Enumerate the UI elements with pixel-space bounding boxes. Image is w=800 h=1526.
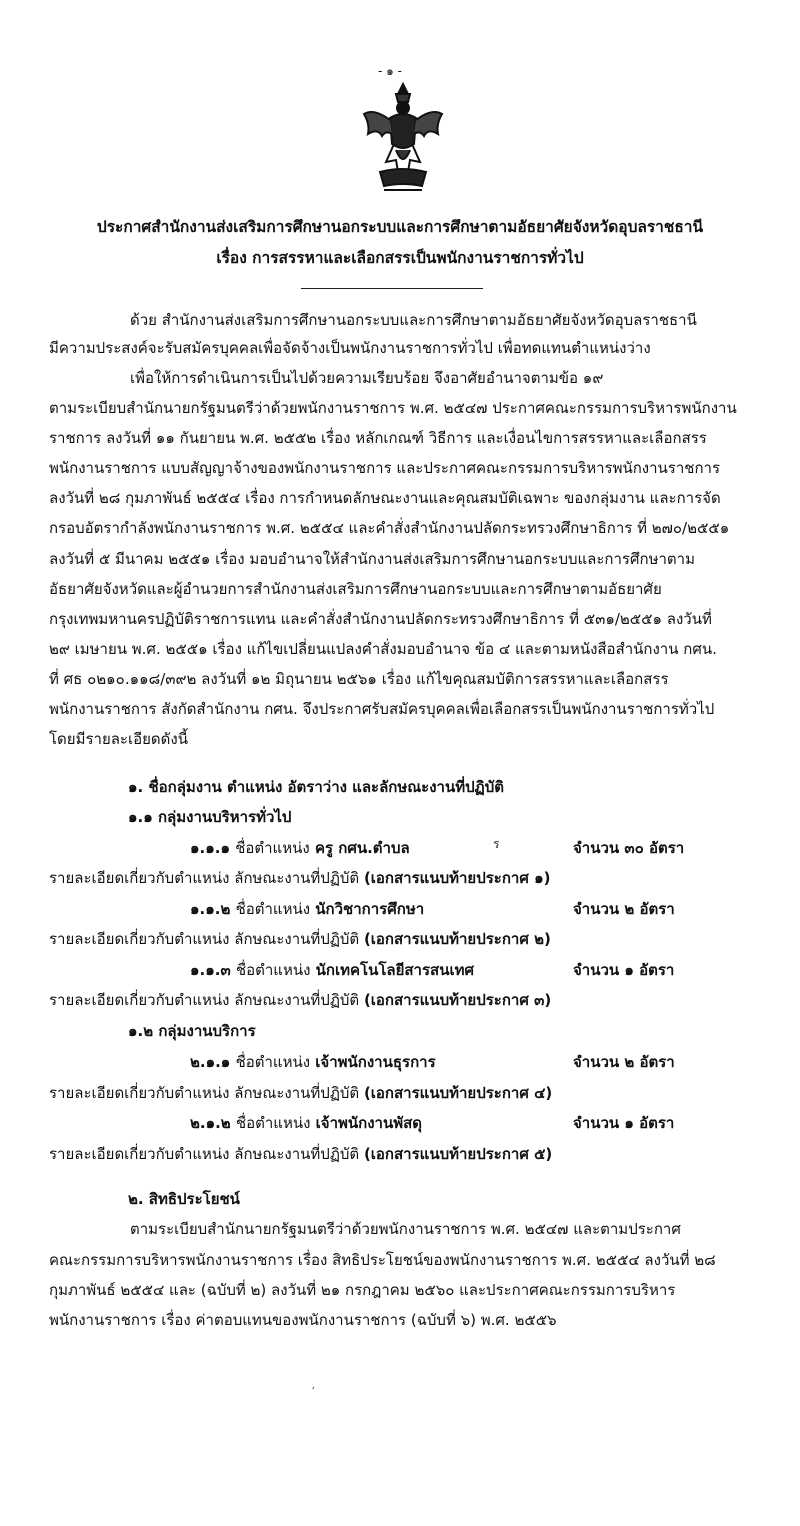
group-heading: ๑.๑ กลุ่มงานบริหารทั่วไป: [128, 808, 292, 826]
position-count: จำนวน ๑ อัตรา: [573, 1114, 675, 1132]
body-line: ลงวันที่ ๒๘ กุมภาพันธ์ ๒๕๕๔ เรื่อง การกำหนดลักษณะงานและคุณสมบัติเฉพาะ ของกลุ่มงาน และการจัด: [49, 489, 721, 507]
section2-line: คณะกรรมการบริหารพนักงานราชการ เรื่อง สิทธิประโยชน์ของพนักงานราชการ พ.ศ. ๒๕๕๔ ลงวันที่ ๒๘: [49, 1251, 716, 1269]
position-count: จำนวน ๒ อัตรา: [573, 1053, 675, 1071]
detail-attachment: (เอกสารแนบท้ายประกาศ ๓): [363, 991, 552, 1009]
section1-heading: ๑. ชื่อกลุ่มงาน ตำแหน่ง อัตราว่าง และลักษณะงานที่ปฏิบัติ: [128, 778, 504, 796]
body-line: โดยมีรายละเอียดดังนี้: [49, 730, 188, 748]
position-name: นักเทคโนโลยีสารสนเทศ: [315, 961, 474, 979]
body-line: กรอบอัตรากำลังพนักงานราชการ พ.ศ. ๒๕๕๔ และคำสั่งสำนักงานปลัดกระทรวงศึกษาธิการ ที่ ๒๗๐/๒๕๕๑: [49, 519, 730, 537]
position-prefix: ชื่อตำแหน่ง: [235, 1114, 311, 1132]
stray-mark: ร: [493, 837, 500, 851]
body-line: ที่ ศธ ๐๒๑๐.๑๑๘/๓๙๒ ลงวันที่ ๑๒ มิถุนายน ๒๕๖๑ เรื่อง แก้ไขคุณสมบัติการสรรหาและเลือกสรร: [49, 670, 669, 688]
body-line: ราชการ ลงวันที่ ๑๑ กันยายน พ.ศ. ๒๕๕๒ เรื่อง หลักเกณฑ์ วิธีการ และเงื่อนไขการสรรหาและเลือกสรร: [49, 429, 707, 447]
position-detail-row: [49, 1144, 552, 1164]
position-row: [190, 1113, 422, 1133]
detail-attachment: (เอกสารแนบท้ายประกาศ ๒): [363, 930, 551, 948]
intro-line: มีความประสงค์จะรับสมัครบุคคลเพื่อจัดจ้างเป็นพนักงานราชการทั่วไป เพื่อทดแทนตำแหน่งว่าง: [49, 339, 651, 357]
intro-line: ด้วย สำนักงานส่งเสริมการศึกษานอกระบบและการศึกษาตามอัธยาศัยจังหวัดอุบลราชธานี: [130, 311, 697, 329]
position-code: ๑.๑.๓: [190, 961, 231, 979]
section2-heading: ๒. สิทธิประโยชน์: [128, 1190, 240, 1208]
body-line: กรุงเทพมหานครปฏิบัติราชการแทน และคำสั่งสำนักงานปลัดกระทรวงศึกษาธิการ ที่ ๕๓๑/๒๕๕๑ ลงวันที่: [49, 610, 712, 628]
position-prefix: ชื่อตำแหน่ง: [235, 900, 311, 918]
position-detail-row: [49, 868, 550, 888]
position-row: [190, 838, 410, 858]
detail-attachment: (เอกสารแนบท้ายประกาศ ๕): [363, 1145, 553, 1163]
section2-line: พนักงานราชการ เรื่อง ค่าตอบแทนของพนักงานราชการ (ฉบับที่ ๖) พ.ศ. ๒๕๕๖: [49, 1311, 557, 1329]
announcement-subject: เรื่อง การสรรหาและเลือกสรรเป็นพนักงานราชการทั่วไป: [216, 249, 584, 267]
detail-prefix: รายละเอียดเกี่ยวกับตำแหน่ง ลักษณะงานที่ปฏิบัติ: [49, 1084, 360, 1102]
position-row: [190, 1052, 436, 1072]
body-line: ๒๙ เมษายน พ.ศ. ๒๕๕๑ เรื่อง แก้ไขเปลี่ยนแปลงคำสั่งมอบอำนาจ ข้อ ๔ และตามหนังสือสำนักงาน กศน.: [49, 640, 717, 658]
detail-prefix: รายละเอียดเกี่ยวกับตำแหน่ง ลักษณะงานที่ปฏิบัติ: [49, 991, 360, 1009]
announcement-title: ประกาศสำนักงานส่งเสริมการศึกษานอกระบบและการศึกษาตามอัธยาศัยจังหวัดอุบลราชธานี: [96, 218, 704, 236]
body-line: ตามระเบียบสำนักนายกรัฐมนตรีว่าด้วยพนักงานราชการ พ.ศ. ๒๕๔๗ ประกาศคณะกรรมการบริหารพนักงาน: [49, 399, 737, 417]
detail-prefix: รายละเอียดเกี่ยวกับตำแหน่ง ลักษณะงานที่ปฏิบัติ: [49, 1145, 360, 1163]
position-detail-row: [49, 1083, 552, 1103]
detail-attachment: (เอกสารแนบท้ายประกาศ ๔): [363, 1084, 553, 1102]
title-divider: [301, 288, 483, 289]
position-detail-row: [49, 990, 551, 1010]
position-code: ๒.๑.๑: [190, 1053, 231, 1071]
section2-line: ตามระเบียบสำนักนายกรัฐมนตรีว่าด้วยพนักงานราชการ พ.ศ. ๒๕๔๗ และตามประกาศ: [130, 1220, 681, 1238]
detail-prefix: รายละเอียดเกี่ยวกับตำแหน่ง ลักษณะงานที่ปฏิบัติ: [49, 930, 360, 948]
detail-prefix: รายละเอียดเกี่ยวกับตำแหน่ง ลักษณะงานที่ปฏิบัติ: [49, 869, 360, 887]
position-code: ๑.๑.๑: [190, 839, 230, 857]
position-prefix: ชื่อตำแหน่ง: [235, 961, 311, 979]
position-prefix: ชื่อตำแหน่ง: [235, 839, 310, 857]
group-heading: ๑.๒ กลุ่มงานบริการ: [128, 1022, 256, 1040]
body-line: เพื่อให้การดำเนินการเป็นไปด้วยความเรียบร้อย จึงอาศัยอำนาจตามข้อ ๑๙: [130, 369, 604, 387]
body-line: ลงวันที่ ๕ มีนาคม ๒๕๕๑ เรื่อง มอบอำนาจให้สำนักงานส่งเสริมการศึกษานอกระบบและการศึกษาตาม: [49, 550, 695, 568]
detail-attachment: (เอกสารแนบท้ายประกาศ ๑): [363, 869, 551, 887]
position-name: เจ้าพนักงานพัสดุ: [315, 1114, 423, 1132]
position-count: จำนวน ๓๐ อัตรา: [573, 839, 685, 857]
position-name: ครู กศน.ตำบล: [314, 839, 410, 857]
page-number: - ๑ -: [378, 64, 402, 78]
position-name: นักวิชาการศึกษา: [315, 900, 425, 918]
position-name: เจ้าพนักงานธุรการ: [315, 1053, 436, 1071]
position-code: ๒.๑.๒: [190, 1114, 231, 1132]
body-line: พนักงานราชการ แบบสัญญาจ้างของพนักงานราชการ และประกาศคณะกรรมการบริหารพนักงานราชการ: [49, 459, 721, 477]
position-prefix: ชื่อตำแหน่ง: [235, 1053, 311, 1071]
body-line: อัธยาศัยจังหวัดและผู้อำนวยการสำนักงานส่งเสริมการศึกษานอกระบบและการศึกษาตามอัธยาศัย: [49, 580, 662, 598]
position-code: ๑.๑.๒: [190, 900, 231, 918]
garuda-emblem-icon: [360, 78, 446, 196]
position-row: [190, 899, 424, 919]
stray-mark: ′: [312, 1385, 315, 1399]
section2-line: กุมภาพันธ์ ๒๕๕๔ และ (ฉบับที่ ๒) ลงวันที่ ๒๑ กรกฎาคม ๒๕๖๐ และประกาศคณะกรรมการบริหาร: [49, 1281, 676, 1299]
position-count: จำนวน ๑ อัตรา: [573, 961, 675, 979]
position-row: [190, 960, 474, 980]
position-detail-row: [49, 929, 551, 949]
position-count: จำนวน ๒ อัตรา: [573, 900, 675, 918]
body-line: พนักงานราชการ สังกัดสำนักงาน กศน. จึงประกาศรับสมัครบุคคลเพื่อเลือกสรรเป็นพนักงานราชการทั่วไป: [49, 700, 715, 718]
